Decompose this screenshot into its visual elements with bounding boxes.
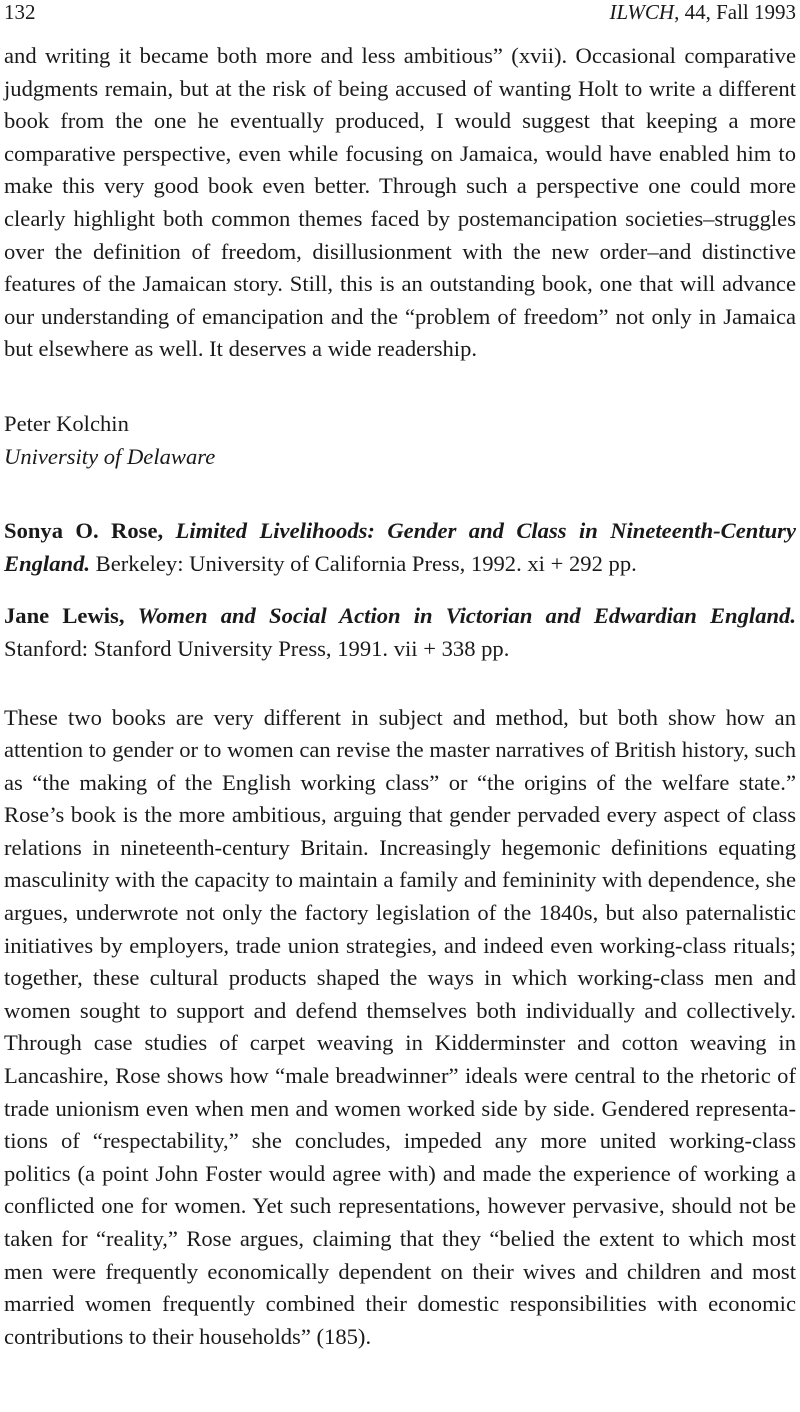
spacer <box>4 580 796 600</box>
review2-opening-paragraph: These two books are very different in subject and method, but both show how an attention to gender or to women can revise the master narratives of British history, such as “the making of the English working class” or “the origins of the welfare state.” Rose’s book is the more ambitious, arguing that gender pervaded every aspect of class relations in nineteenth-century Britain. Increasingly hegemonic definitions equating masculinity with the capacity to maintain a family and femininity with dependence, she argues, underwrote not only the factory legislation of the 1840s, but also paternalistic initiatives by employers, trade union strategies, and indeed even working-class rituals; together, these cultural products shaped the ways in which working-class men and women sought to support and defend themselves both individually and collectively. Through case studies of carpet weaving in Kidderminster and cotton weaving in Lancashire, Rose shows how “male breadwinner” ideals were central to the rhetoric of trade unionism even when men and women worked side by side. Gendered representations of “respectability,” she concludes, impeded any more united working-class politics (a point John Foster would agree with) and made the experience of working a conflicted one for women. Yet such representations, however pervasive, should not be taken for “reality,” Rose argues, claiming that they “belied the extent to which most men were frequently economically dependent on their wives and children and most married women frequently combined their domestic responsibilities with economic contributions to their households” (185). <box>4 704 796 1349</box>
spacer <box>4 473 796 515</box>
reviewer-affiliation: University of Delaware <box>4 443 216 469</box>
spacer <box>4 366 796 408</box>
journal-citation <box>610 0 796 24</box>
book-citation-1 <box>4 515 796 580</box>
book-1-title: Limited Livelihoods: Gender and Class in Nineteenth-Century England. <box>4 518 796 576</box>
spacer <box>4 686 796 702</box>
book-1-publication: Berkeley: University of California Press, 1992. xi + 292 pp. <box>90 550 637 576</box>
journal-issue: , 44, Fall 1993 <box>674 0 796 24</box>
page-number: 132 <box>4 0 36 24</box>
book-2-publication: Stanford: Stanford University Press, 1991. vii + 338 pp. <box>4 635 510 661</box>
book-citation-2 <box>4 600 796 665</box>
running-head <box>4 0 796 40</box>
book-1-author: Sonya O. Rose, <box>4 518 164 544</box>
reviewer-name: Peter Kolchin <box>4 410 129 436</box>
review1-closing-paragraph: and writing it became both more and less ambitious” (xvii). Occasional comparative judgments remain, but at the risk of being accused of wanting Holt to write a different book from the one he eventually produced, I would suggest that keeping a more comparative perspective, even while focusing on Jamaica, would have enabled him to make this very good book even better. Through such a perspective one could more clearly highlight both common themes faced by postemancipation societies–struggles over the definition of freedom, disillusionment with the new order–and distinctive features of the Jamaican story. Still, this is an outstanding book, one that will advance our understanding of emancipation and the “problem of freedom” not only in Jamaica but elsewhere as well. It deserves a wide readership. <box>4 43 796 362</box>
book-2-author: Jane Lewis, <box>4 603 125 629</box>
journal-abbrev: ILWCH <box>609 0 675 24</box>
spacer <box>4 666 796 686</box>
book-2-title: Women and Social Action in Victorian and Edwardian England. <box>137 603 797 629</box>
